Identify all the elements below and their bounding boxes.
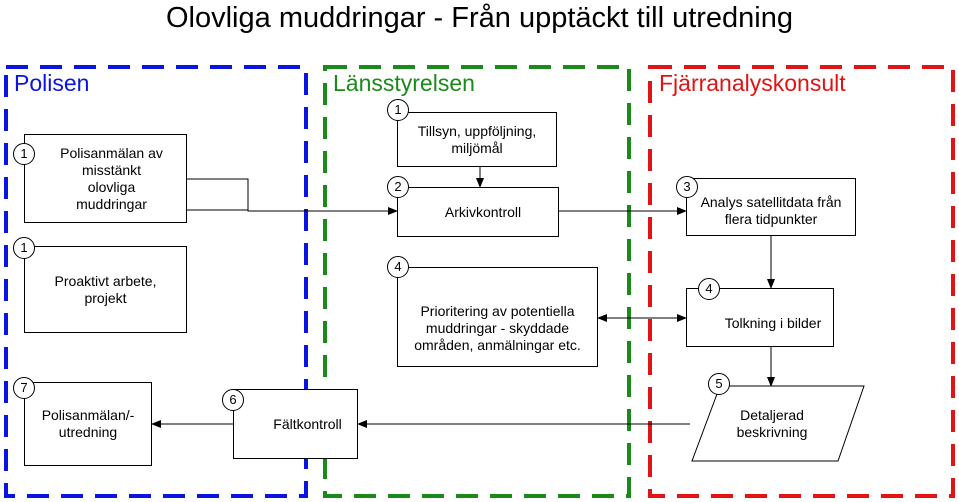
- box-archive-text: Arkivkontroll: [444, 203, 522, 220]
- box-police-investigation: [24, 382, 152, 466]
- step-number-badge: 1: [387, 99, 409, 121]
- box-police-investigation-text: Polisanmälan/- utredning: [41, 407, 135, 440]
- box-field-control-text: Fältkontroll: [273, 415, 342, 432]
- box-police-report: [24, 134, 187, 223]
- step-number-badge: 7: [13, 377, 35, 399]
- box-supervision-text: Tillsyn, uppföljning, miljömål: [417, 122, 537, 156]
- box-prioritization: [397, 267, 598, 367]
- step-number-badge: 3: [676, 176, 698, 198]
- diagram-title: Olovliga muddringar - Från upptäckt till utredning: [165, 2, 794, 34]
- box-satellite-text: Analys satellitdata från flera tidpunkter: [700, 194, 842, 227]
- step-number-badge: 4: [387, 256, 409, 278]
- box-supervision: [397, 112, 557, 167]
- box-interpretation-text: Tolkning i bilder: [724, 315, 822, 331]
- box-field-control: [233, 389, 358, 459]
- box-satellite: [686, 178, 856, 236]
- step-number-badge: 5: [708, 373, 730, 395]
- box-police-report-text: Polisanmälan av misstänkt olovliga muddringar: [60, 144, 163, 212]
- step-number-badge: 1: [13, 143, 35, 165]
- box-detailed-text: Detaljerad beskrivning: [736, 407, 808, 440]
- step-number-badge: 1: [13, 237, 35, 259]
- box-archive: [397, 187, 559, 237]
- step-number-badge: 4: [698, 278, 720, 300]
- step-number-badge: 6: [222, 389, 244, 411]
- lane-label-police: Polisen: [14, 70, 90, 96]
- step-number-badge: 2: [387, 176, 409, 198]
- lane-label-consultant: Fjärranalyskonsult: [659, 70, 846, 96]
- box-prioritization-text: Prioritering av potentiella muddringar - skyddade områden, anmälningar etc.: [414, 302, 581, 353]
- lane-label-county: Länsstyrelsen: [333, 70, 475, 96]
- box-proactive: [24, 246, 187, 333]
- connector-police-report-to-archive: [187, 179, 397, 211]
- box-proactive-text: Proaktivt arbete, projekt: [54, 272, 157, 306]
